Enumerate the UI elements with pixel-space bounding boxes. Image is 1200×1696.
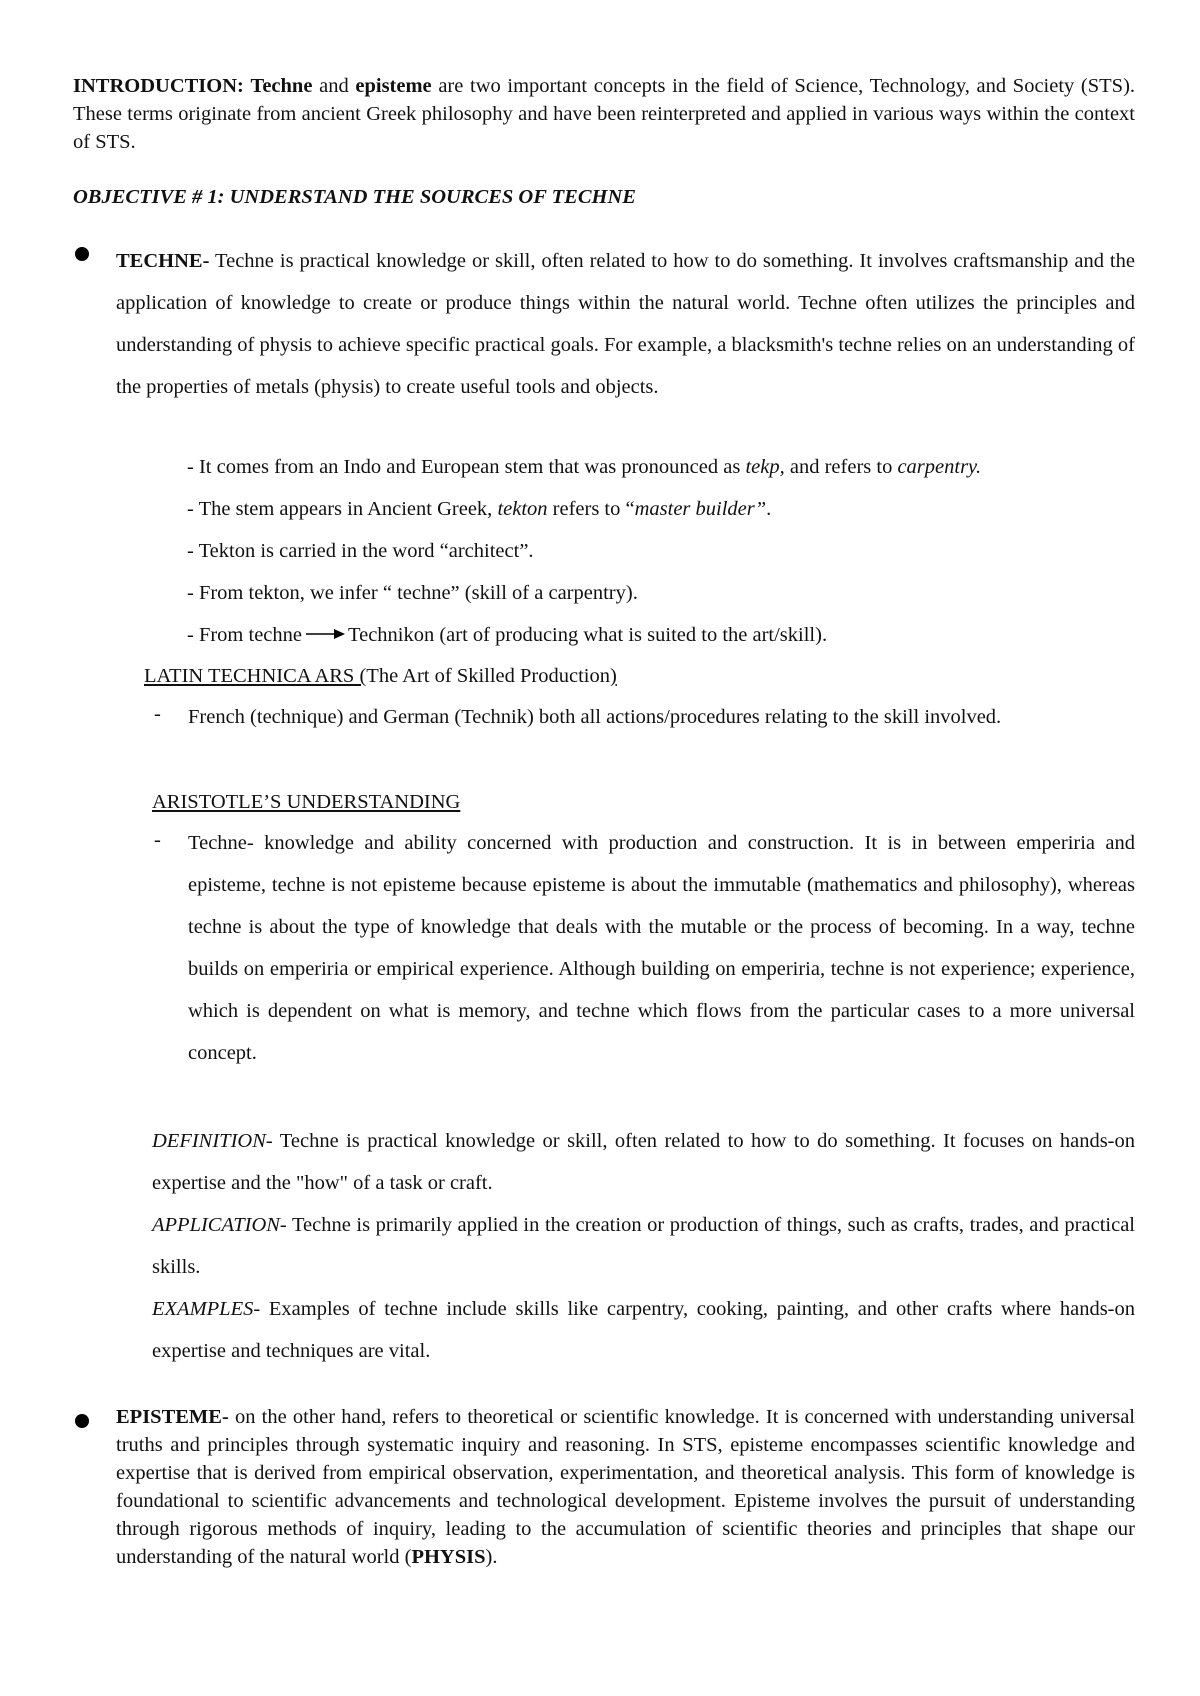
intro-text-a: and — [319, 75, 349, 97]
etymology-text: . — [766, 498, 772, 520]
objective-heading: OBJECTIVE # 1: UNDERSTAND THE SOURCES OF TECHNE — [73, 186, 636, 208]
etymology-line-3: - Tekton is carried in the word “architect”. — [187, 540, 534, 562]
introduction-paragraph — [73, 72, 1135, 156]
etymology-text: Technikon (art of producing what is suited to the art/skill). — [348, 624, 828, 646]
term-techne: Techne — [250, 75, 313, 97]
latin-heading-gloss: The Art of Skilled Production — [366, 665, 610, 687]
episteme-end: ). — [485, 1546, 498, 1568]
etymology-line-1 — [187, 453, 981, 481]
dash-marker: - — [154, 703, 161, 725]
episteme-label: EPISTEME- — [116, 1406, 229, 1428]
etymology-text: - The stem appears in Ancient Greek, — [187, 498, 493, 520]
techne-text: Techne is practical knowledge or skill, often related to how to do something. It involves craftsmanship and the application of knowledge to create or produce things within the natural world. Techne often utilizes the principles and understanding of physis to achieve specific practical goals. For example, a blacksmith's techne relies on an understanding of the properties of metals (physis) to create useful tools and objects. — [116, 250, 1135, 398]
etymology-term: tekton — [497, 498, 548, 520]
definition-paragraph — [152, 1120, 1135, 1204]
latin-item-text: French (technique) and German (Technik) both all actions/procedures relating to the skill involved. — [188, 706, 1002, 728]
etymology-text: refers to “ — [552, 498, 635, 520]
application-text: Techne is primarily applied in the creation or production of things, such as crafts, trades, and practical skills. — [152, 1214, 1135, 1278]
definition-label: DEFINITION- — [152, 1130, 273, 1152]
arrow-right-icon — [306, 628, 346, 640]
bullet-icon — [75, 1414, 89, 1428]
intro-text-b: are two important concepts in the field of Science, Technology, and Society (STS). These terms originate from ancient Greek philosophy and have been reinterpreted and applied in various ways within the context of STS. — [73, 75, 1136, 153]
term-episteme: episteme — [355, 75, 432, 97]
etymology-line-5 — [187, 621, 827, 649]
application-label: APPLICATION- — [152, 1214, 287, 1236]
latin-heading-paren: ) — [610, 665, 617, 687]
etymology-text: - From techne — [187, 624, 302, 646]
episteme-text: on the other hand, refers to theoretical or scientific knowledge. It is concerned with understanding universal truths and principles through systematic inquiry and reasoning. In STS, episteme encompasses scientific knowledge and expertise that is derived from empirical observation, experimentation, and theoretical analysis. This form of knowledge is foundational to scientific advancements and technological development. Episteme involves the pursuit of understanding through rigorous methods of inquiry, leading to the accumulation of scientific theories and principles that shape our understanding of the natural world ( — [116, 1406, 1136, 1568]
latin-heading-text: LATIN TECHNICA ARS ( — [144, 665, 367, 687]
examples-paragraph — [152, 1288, 1135, 1372]
etymology-text: - It comes from an Indo and European stem that was pronounced as — [187, 456, 741, 478]
dash-marker: - — [154, 829, 161, 851]
aristotle-heading: ARISTOTLE’S UNDERSTANDING — [152, 791, 461, 813]
bullet-icon — [75, 247, 89, 261]
physis-term: PHYSIS — [411, 1546, 486, 1568]
application-paragraph — [152, 1204, 1135, 1288]
etymology-line-4: - From tekton, we infer “ techne” (skill of a carpentry). — [187, 582, 638, 604]
etymology-term: master builder” — [634, 498, 767, 520]
techne-paragraph — [116, 240, 1135, 408]
techne-label: TECHNE- — [116, 250, 210, 272]
examples-label: EXAMPLES- — [152, 1298, 261, 1320]
episteme-paragraph — [116, 1403, 1135, 1571]
latin-heading — [144, 662, 617, 690]
introduction-heading: INTRODUCTION: — [73, 75, 244, 97]
etymology-line-2 — [187, 495, 771, 523]
aristotle-item-text: Techne- knowledge and ability concerned with production and construction. It is in between emperiria and episteme, techne is not episteme because episteme is about the immutable (mathematics and philosophy), whereas techne is about the type of knowledge that deals with the mutable or the process of becoming. In a way, techne builds on emperiria or empirical experience. Although building on emperiria, techne is not experience; experience, which is dependent on what is memory, and techne which flows from the particular cases to a more universal concept. — [188, 832, 1135, 1064]
etymology-text: and refers to — [789, 456, 893, 478]
definition-text: Techne is practical knowledge or skill, often related to how to do something. It focuses on hands-on expertise and the "how" of a task or craft. — [152, 1130, 1135, 1194]
examples-text: Examples of techne include skills like carpentry, cooking, painting, and other crafts where hands-on expertise and techniques are vital. — [152, 1298, 1135, 1362]
etymology-term: carpentry. — [897, 456, 982, 478]
etymology-term: tekp, — [745, 456, 785, 478]
